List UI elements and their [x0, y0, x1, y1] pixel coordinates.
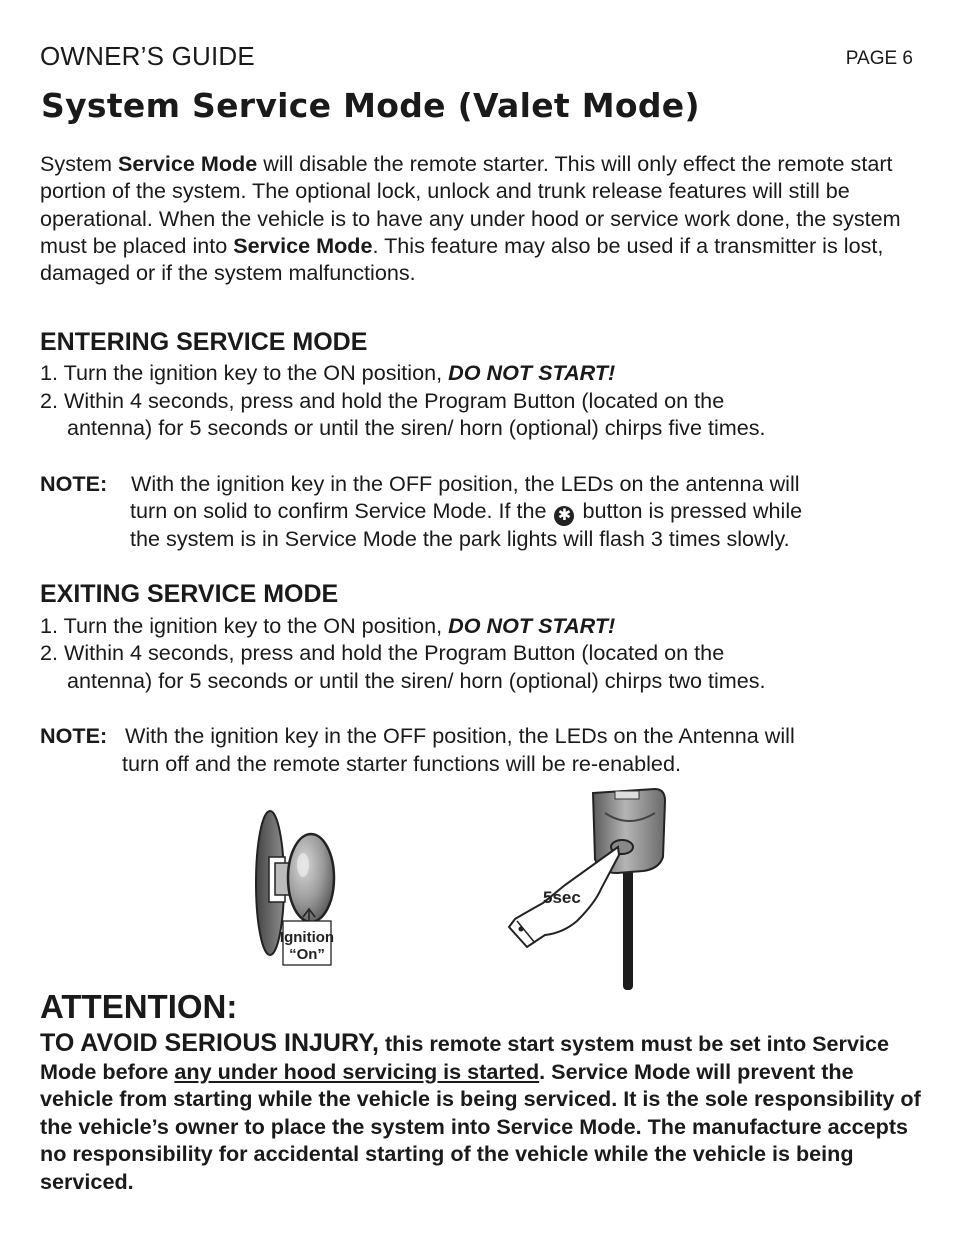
antenna-press-illustration — [505, 785, 705, 995]
exiting-step-1: 1. Turn the ignition key to the ON position, DO NOT START! — [40, 613, 616, 638]
ignition-key-illustration — [245, 805, 345, 970]
exiting-step-2-line-2: antenna) for 5 seconds or until the siren/ horn (optional) chirps two times. — [67, 668, 766, 693]
entering-step-1: 1. Turn the ignition key to the ON position, DO NOT START! — [40, 360, 616, 385]
key-icon — [288, 834, 334, 922]
intro-paragraph: System Service Mode will disable the remote starter. This will only effect the remote start portion of the system. The optional lock, unlock and trunk release features will still be operational. When the vehicle is to have any under hood or service work done, the system must be placed into Service Mode. This feature may also be used if a transmitter is lost, damaged or if the system malfunctions. — [40, 151, 901, 286]
attention-paragraph: TO AVOID SERIOUS INJURY, this remote start system must be set into Service Mode before any under hood servicing is started. Service Mode will prevent the vehicle from starting while the vehicle is being serviced. It is the sole responsibility of the vehicle’s owner to place the system into Service Mode. The manufacture accepts no responsibility for accidental starting of the vehicle while the vehicle is being serviced. — [40, 1029, 921, 1194]
attention-title: ATTENTION: — [40, 988, 238, 1025]
entering-step-2-line-1: 2. Within 4 seconds, press and hold the Program Button (located on the — [40, 388, 725, 413]
exiting-note-line-1: With the ignition key in the OFF position, the LEDs on the Antenna will — [125, 723, 795, 748]
entering-note-line-3: the system is in Service Mode the park lights will flash 3 times slowly. — [130, 526, 790, 551]
antenna-whip-icon — [623, 855, 633, 990]
ignition-label-line-2: “On” — [289, 946, 325, 963]
exiting-note-line-2: turn off and the remote starter functions will be re-enabled. — [122, 751, 681, 776]
exiting-step-2-line-1: 2. Within 4 seconds, press and hold the Program Button (located on the — [40, 640, 725, 665]
page-number: PAGE 6 — [845, 48, 913, 69]
page-title: System Service Mode (Valet Mode) — [41, 86, 700, 125]
press-duration-label: 5sec — [543, 888, 581, 907]
entering-heading: ENTERING SERVICE MODE — [40, 328, 368, 356]
entering-note-line-2: turn on solid to confirm Service Mode. If the ✱ button is pressed while — [130, 498, 803, 524]
exiting-heading: EXITING SERVICE MODE — [40, 580, 339, 608]
entering-step-2-line-2: antenna) for 5 seconds or until the siren/ horn (optional) chirps five times. — [67, 415, 766, 440]
star-button-icon: ✱ — [554, 506, 574, 526]
guide-header: OWNER’S GUIDE — [40, 41, 255, 71]
entering-note-line-1: With the ignition key in the OFF position, the LEDs on the antenna will — [131, 471, 800, 496]
exiting-note-label: NOTE: — [40, 723, 108, 748]
ignition-label-line-1: Ignition — [279, 929, 335, 946]
entering-note-label: NOTE: — [40, 471, 108, 496]
